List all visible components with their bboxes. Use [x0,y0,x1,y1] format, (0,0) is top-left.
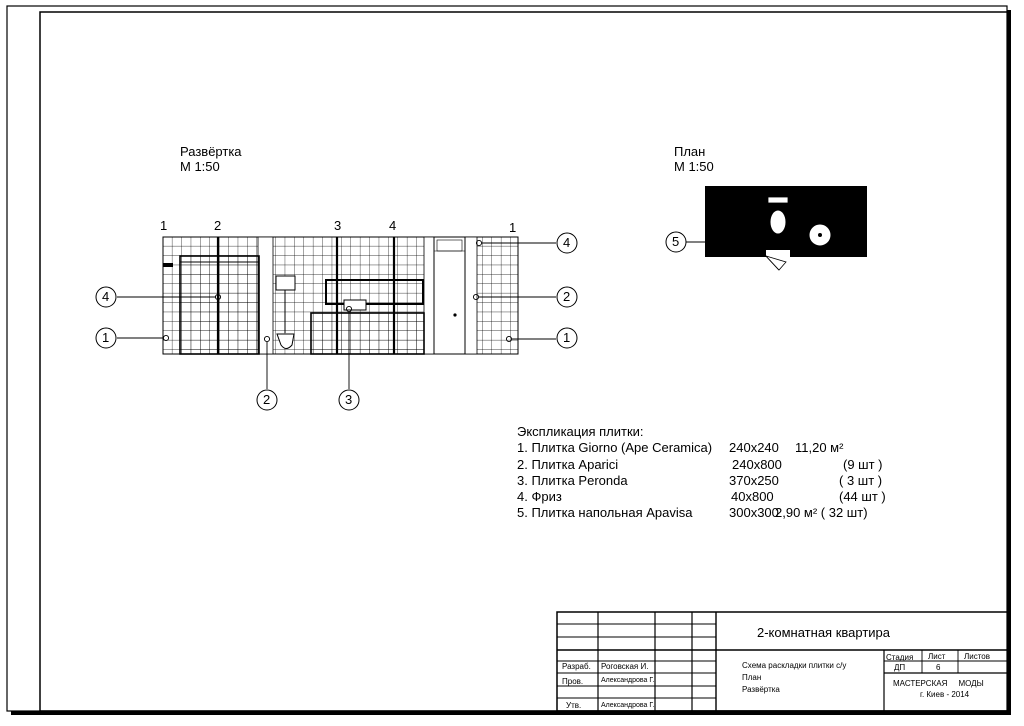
wall-corner [465,237,477,354]
door-handle [453,313,456,316]
callout-label: 2 [263,392,271,407]
stage-value: ДП [894,663,906,672]
stage-header: Стадия [886,653,914,662]
aparici-panel [180,256,259,354]
role-name: Александрова Г. [601,677,655,684]
page-frame [7,6,1007,711]
sink [344,300,366,310]
plan-scale: М 1:50 [674,159,714,174]
tile-size: 370x250 [729,472,779,488]
tile-qty: (44 шт ) [839,489,886,505]
sheet-title-line: План [742,673,762,682]
vanity-panel [311,313,424,354]
wall-mark: 2 [214,218,222,233]
role-name: Роговская И. [601,662,649,671]
callout-label: 5 [672,234,680,249]
tile-name: 1. Плитка Giorno (Ape Ceramica) [517,440,713,456]
plan-mark: 1 [717,235,724,249]
callout-label: 1 [102,330,110,345]
tile-size: 240x240 [729,440,779,456]
wall-mark: 1 [509,220,517,235]
wall-mark: 4 [389,218,397,233]
callout-label: 4 [563,235,571,250]
sheet-value: 6 [936,663,941,672]
callout-label: 3 [345,392,353,407]
role-label: Утв. [566,701,582,710]
tile-qty: (9 шт ) [843,456,883,472]
explication-heading: Экспликация плитки: [517,424,644,439]
tile-size: 240x800 [732,456,782,472]
tile-name: 4. Фриз [517,489,562,505]
wall-corner [424,237,434,354]
sheets-header: Листов [964,652,990,661]
wall-mark: 3 [334,218,342,233]
tile-name: 5. Плитка напольная Apavisa [517,505,693,521]
sheet-header: Лист [928,652,946,661]
tile-qty: 11,20 м² [795,440,844,456]
studio-name: МАСТЕРСКАЯ МОДЫ [893,679,984,688]
project-title: 2-комнатная квартира [757,625,890,640]
door [434,237,465,354]
development-title: Развёртка [180,144,242,159]
role-label: Пров. [562,677,584,686]
sheet-title-line: Развёртка [742,685,780,694]
plan-mark: 2 [715,194,722,208]
plan-mark: 3 [829,194,836,208]
callout-label: 2 [563,289,571,304]
callout-label: 1 [563,330,571,345]
tile-qty: 2,90 м² ( 32 шт) [775,505,868,521]
city-year: г. Киев - 2014 [920,690,970,699]
tile-qty: ( 3 шт ) [839,472,883,488]
tile-size: 300x300 [729,505,779,521]
callout-label: 4 [102,289,110,304]
development-scale: М 1:50 [180,159,220,174]
tile-size: 40x800 [731,489,774,505]
role-name: Александрова Г. [601,702,655,709]
tile-name: 3. Плитка Peronda [517,472,628,488]
tile-name: 2. Плитка Aparici [517,456,619,472]
frieze-mark [163,263,173,267]
cistern [276,276,295,290]
sheet-title-line: Схема раскладки плитки с/у [742,661,847,670]
plan-title: План [674,144,706,159]
role-label: Разраб. [562,662,591,671]
plan-toilet [770,210,786,234]
wall-mark: 1 [160,218,168,233]
